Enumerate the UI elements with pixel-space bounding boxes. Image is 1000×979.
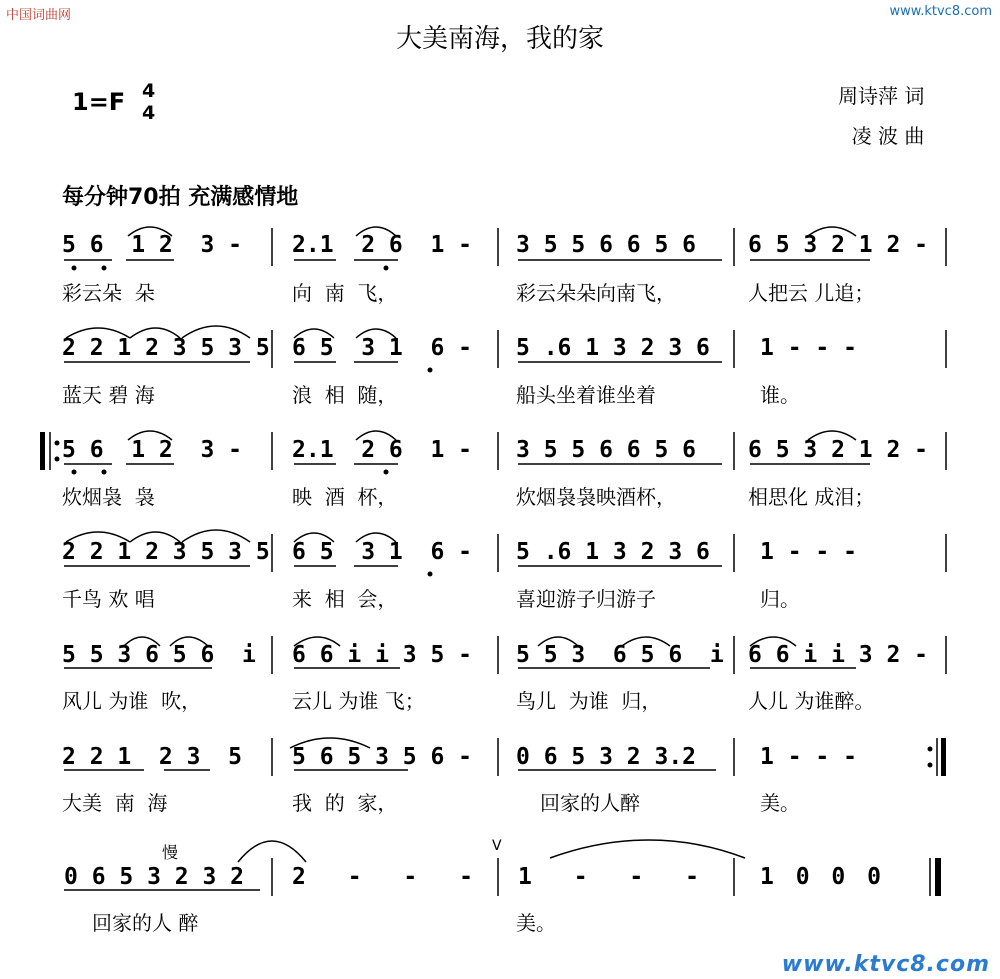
lyricist: 周诗萍 词 — [838, 84, 925, 108]
site-url-right[interactable]: www.ktvc8.com — [889, 4, 992, 19]
row3-m3-notes: 3 5 5 6 6 5 6 — [516, 437, 697, 463]
row2-m2-notes: 6 5 3 1 6 - — [292, 335, 473, 361]
row6-lyric-4: 美。 — [760, 791, 800, 815]
row3-m1-notes: 5 6 1 2 3 - — [62, 437, 243, 463]
row3-lyric-3: 炊烟袅袅映酒杯， — [516, 485, 676, 509]
row2-m4-notes: 1 - - - — [760, 335, 857, 361]
row1-m2-notes: 2.1 2 6 1 - — [292, 232, 473, 258]
row2-lyric-1: 蓝天 碧 海 — [62, 383, 155, 407]
row3-m4-notes: 6 5 3 2 1 2 - — [748, 437, 929, 463]
row5-m3-notes: 5 5 3 6 5 6 i — [516, 642, 724, 668]
row3-lyric-4: 相思化 成泪； — [748, 485, 875, 509]
row6-lyric-1: 大美 南 海 — [62, 791, 168, 815]
key-signature: 1=F — [72, 88, 126, 116]
composer: 凌 波 曲 — [851, 124, 925, 148]
row6-m3-notes: 0 6 5 3 2 3.2 — [516, 744, 697, 770]
time-top: 4 — [142, 80, 156, 102]
row5-lyric-3: 鸟儿 为谁 归， — [516, 689, 662, 713]
breath-mark: V — [492, 838, 502, 854]
row7-lyric-1: 回家的人 醉 — [92, 911, 199, 935]
row4-m2-notes: 6 5 3 1 6 - — [292, 539, 473, 565]
row2-lyric-4: 谁。 — [760, 383, 800, 407]
row7-m3-notes: 1 - - - — [518, 864, 713, 890]
row5-m4-notes: 6 6 i i 3 2 - — [748, 642, 929, 668]
row1-lyric-3: 彩云朵朵向南飞， — [516, 281, 676, 305]
row6-lyric-2: 我 的 家， — [292, 791, 398, 815]
song-title: 大美南海，我的家 — [395, 24, 604, 54]
row5-lyric-1: 风儿 为谁 吹， — [62, 689, 202, 713]
time-bottom: 4 — [142, 102, 156, 124]
row2-lyric-3: 船头坐着谁坐着 — [516, 383, 656, 407]
row5-m2-notes: 6 6 i i 3 5 - — [292, 642, 473, 668]
row1-lyric-4: 人把云 儿追； — [748, 281, 875, 305]
row3-lyric-1: 炊烟袅 袅 — [62, 485, 155, 509]
row7-m2-notes: 2 - - - — [292, 864, 487, 890]
row4-lyric-4: 归。 — [760, 587, 800, 611]
final-barline — [930, 858, 941, 896]
repeat-start — [40, 432, 60, 470]
row4-lyric-1: 千鸟 欢 唱 — [62, 587, 155, 611]
row3-lyric-2: 映 酒 杯， — [292, 485, 398, 509]
row6-lyric-3: 回家的人醉 — [540, 791, 640, 815]
row7-m1-notes: 0 6 5 3 2 3 2 — [64, 864, 245, 890]
row5-lyric-4: 人儿 为谁醉。 — [748, 689, 875, 713]
row7-lyric-3: 美。 — [516, 911, 556, 935]
row4-m1-notes: 2 2 1 2 3 5 3 5 — [62, 539, 270, 565]
row1-lyric-2: 向 南 飞， — [292, 281, 398, 305]
row1-m4-notes: 6 5 3 2 1 2 - — [748, 232, 929, 258]
octave-dots — [72, 266, 433, 577]
credits — [838, 76, 924, 156]
watermark-url: www.ktvc8.com — [781, 952, 990, 977]
repeat-end — [928, 738, 947, 776]
row4-m3-notes: 5 .6 1 3 2 3 6 — [516, 539, 710, 565]
row6-m2-notes: 5 6 5 3 5 6 - — [292, 744, 473, 770]
row2-lyric-2: 浪 相 随， — [292, 383, 398, 407]
row6-m1-notes: 2 2 1 2 3 5 — [62, 744, 243, 770]
row4-m4-notes: 1 - - - — [760, 539, 857, 565]
row2-m3-notes: 5 .6 1 3 2 3 6 — [516, 335, 710, 361]
tempo-marking: 每分钟70拍 充满感情地 — [62, 185, 299, 210]
row1-m1-notes: 5 6 1 2 3 - — [62, 232, 243, 258]
row5-m1-notes: 5 5 3 6 5 6 i — [62, 642, 256, 668]
row2-m1-notes: 2 2 1 2 3 5 3 5 — [62, 335, 270, 361]
row4-lyric-2: 来 相 会， — [292, 587, 398, 611]
row1-m3-notes: 3 5 5 6 6 5 6 — [516, 232, 697, 258]
row3-m2-notes: 2.1 2 6 1 - — [292, 437, 473, 463]
row1-lyric-1: 彩云朵 朵 — [62, 281, 155, 305]
slow-marking: 慢 — [162, 843, 179, 862]
time-signature — [142, 80, 155, 124]
row6-m4-notes: 1 - - - — [760, 744, 857, 770]
row5-lyric-2: 云儿 为谁 飞； — [292, 689, 425, 713]
row7-m4-notes: 1 0 0 0 — [760, 864, 885, 890]
site-logo-left[interactable]: 中国词曲网 — [6, 8, 72, 23]
row4-lyric-3: 喜迎游子归游子 — [516, 587, 656, 611]
